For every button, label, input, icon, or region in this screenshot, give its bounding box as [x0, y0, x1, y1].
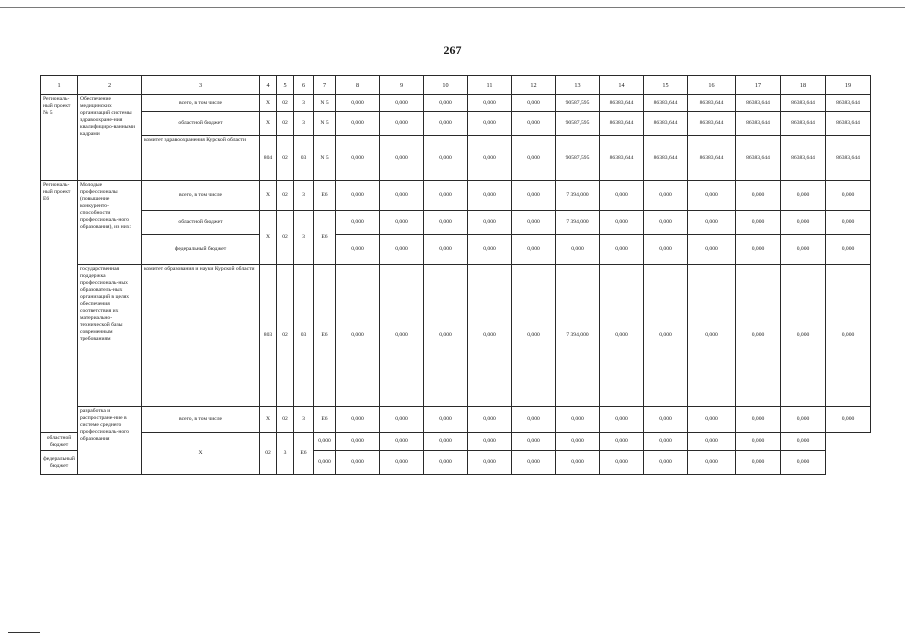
code-cell: 02	[277, 95, 294, 112]
amount-cell: 0,000	[336, 265, 380, 407]
amount-cell: 0,000	[512, 235, 556, 265]
amount-cell: 0,000	[380, 433, 424, 451]
amount-cell: 0,000	[468, 235, 512, 265]
amount-cell: 0,000	[644, 235, 688, 265]
source-cell: всего, в том числе	[142, 95, 260, 112]
table-row	[41, 235, 871, 265]
table-row	[41, 181, 871, 211]
code-cell: 03	[294, 136, 314, 181]
code-cell: Х	[260, 181, 277, 211]
header-row	[41, 76, 871, 95]
header-cell: 16	[688, 76, 736, 95]
code-cell: 02	[260, 433, 277, 475]
source-cell: областной бюджет	[41, 433, 78, 451]
code-cell: Е6	[314, 265, 336, 407]
header-cell: 1	[41, 76, 78, 95]
header-cell: 4	[260, 76, 277, 95]
amount-cell: 90587,595	[556, 95, 600, 112]
amount-cell: 86383,644	[826, 95, 871, 112]
amount-cell: 0,000	[600, 211, 644, 235]
code-cell: 02	[277, 112, 294, 136]
amount-cell: 86383,644	[688, 136, 736, 181]
amount-cell: 0,000	[736, 433, 781, 451]
amount-cell: 86383,644	[600, 95, 644, 112]
amount-cell: 0,000	[468, 181, 512, 211]
code-cell: 804	[260, 136, 277, 181]
header-cell: 19	[826, 76, 871, 95]
amount-cell: 0,000	[781, 211, 826, 235]
amount-cell: 0,000	[512, 407, 556, 433]
amount-cell: 86383,644	[826, 136, 871, 181]
code-cell: Х	[260, 95, 277, 112]
table-row	[41, 136, 871, 181]
header-cell: 5	[277, 76, 294, 95]
amount-cell: 7 394,000	[556, 265, 600, 407]
amount-cell: 0,000	[336, 95, 380, 112]
top-rule	[0, 7, 905, 8]
amount-cell: 90587,595	[556, 136, 600, 181]
project-title-cell: Обеспечение медицинских организаций системы здравоохране-ния квалифициро-ванными кадрами	[78, 95, 142, 181]
amount-cell: 0,000	[826, 235, 871, 265]
amount-cell: 86383,644	[736, 112, 781, 136]
amount-cell: 0,000	[644, 451, 688, 475]
code-cell: Е6	[314, 211, 336, 265]
amount-cell: 0,000	[644, 433, 688, 451]
amount-cell: 0,000	[736, 451, 781, 475]
code-cell: 02	[277, 136, 294, 181]
amount-cell: 86383,644	[781, 112, 826, 136]
amount-cell: 0,000	[380, 265, 424, 407]
amount-cell: 0,000	[314, 433, 336, 451]
amount-cell: 0,000	[468, 95, 512, 112]
table-row	[41, 265, 871, 407]
amount-cell: 0,000	[336, 181, 380, 211]
amount-cell: 0,000	[336, 433, 380, 451]
amount-cell: 86383,644	[644, 95, 688, 112]
amount-cell: 0,000	[736, 265, 781, 407]
amount-cell: 7 394,000	[556, 181, 600, 211]
code-cell: 3	[294, 112, 314, 136]
amount-cell: 0,000	[644, 181, 688, 211]
amount-cell: 0,000	[424, 112, 468, 136]
amount-cell: 0,000	[600, 451, 644, 475]
amount-cell: 0,000	[826, 211, 871, 235]
code-cell: N 5	[314, 136, 336, 181]
amount-cell: 0,000	[512, 95, 556, 112]
code-cell: Х	[142, 433, 260, 475]
header-cell: 15	[644, 76, 688, 95]
amount-cell: 0,000	[336, 211, 380, 235]
project-name-cell: Региональ-ный проект Е6	[41, 181, 78, 433]
amount-cell: 0,000	[380, 95, 424, 112]
amount-cell: 0,000	[600, 181, 644, 211]
amount-cell: 0,000	[424, 181, 468, 211]
amount-cell: 0,000	[336, 451, 380, 475]
code-cell: 02	[277, 407, 294, 433]
code-cell: Х	[260, 407, 277, 433]
amount-cell: 86383,644	[644, 112, 688, 136]
footnote-rule	[8, 632, 40, 633]
subproject-title-cell: государственная поддержка профессиональ-ных образователь-ных организаций в целях обеспечения соответствия их материально-технической базы современным требованиям	[78, 265, 142, 407]
code-cell: 3	[294, 181, 314, 211]
amount-cell: 0,000	[380, 211, 424, 235]
amount-cell: 0,000	[512, 433, 556, 451]
amount-cell: 0,000	[380, 136, 424, 181]
amount-cell: 86383,644	[736, 95, 781, 112]
amount-cell: 0,000	[826, 265, 871, 407]
source-cell: всего, в том числе	[142, 181, 260, 211]
amount-cell: 0,000	[424, 211, 468, 235]
code-cell: 3	[294, 407, 314, 433]
table-row	[41, 211, 871, 235]
project-name-cell: Региональ-ный проект № 5	[41, 95, 78, 181]
amount-cell: 0,000	[380, 112, 424, 136]
source-cell: областной бюджет	[142, 211, 260, 235]
amount-cell: 0,000	[424, 265, 468, 407]
amount-cell: 86383,644	[688, 112, 736, 136]
amount-cell: 0,000	[826, 407, 871, 433]
amount-cell: 0,000	[512, 112, 556, 136]
project-title-cell: Молодые профессионалы (повышение конкуренто-способности профессиональ-ного образования), из них:	[78, 181, 142, 265]
budget-table	[40, 75, 871, 475]
amount-cell: 90587,595	[556, 112, 600, 136]
amount-cell: 0,000	[600, 235, 644, 265]
amount-cell: 0,000	[644, 407, 688, 433]
amount-cell: 0,000	[688, 451, 736, 475]
source-cell: комитет здравоохранения Курской области	[142, 136, 260, 181]
header-cell: 7	[314, 76, 336, 95]
amount-cell: 86383,644	[826, 112, 871, 136]
amount-cell: 0,000	[556, 451, 600, 475]
amount-cell: 0,000	[556, 235, 600, 265]
amount-cell: 0,000	[468, 136, 512, 181]
amount-cell: 0,000	[600, 265, 644, 407]
amount-cell: 0,000	[512, 211, 556, 235]
header-cell: 14	[600, 76, 644, 95]
amount-cell: 0,000	[468, 407, 512, 433]
code-cell: 3	[277, 433, 294, 475]
amount-cell: 0,000	[688, 211, 736, 235]
code-cell: 803	[260, 265, 277, 407]
source-cell: комитет образования и науки Курской области	[142, 265, 260, 407]
code-cell: Е6	[314, 181, 336, 211]
code-cell: 02	[277, 211, 294, 265]
amount-cell: 0,000	[512, 265, 556, 407]
source-cell: областной бюджет	[142, 112, 260, 136]
amount-cell: 0,000	[512, 451, 556, 475]
amount-cell: 0,000	[556, 433, 600, 451]
amount-cell: 0,000	[736, 181, 781, 211]
amount-cell: 0,000	[512, 136, 556, 181]
amount-cell: 0,000	[380, 235, 424, 265]
amount-cell: 0,000	[556, 407, 600, 433]
header-cell: 13	[556, 76, 600, 95]
code-cell: Е6	[314, 407, 336, 433]
amount-cell: 0,000	[781, 407, 826, 433]
amount-cell: 0,000	[380, 451, 424, 475]
amount-cell: 86383,644	[600, 136, 644, 181]
amount-cell: 0,000	[644, 265, 688, 407]
source-cell: всего, в том числе	[142, 407, 260, 433]
amount-cell: 0,000	[781, 265, 826, 407]
code-cell: 02	[277, 181, 294, 211]
amount-cell: 86383,644	[781, 136, 826, 181]
header-cell: 17	[736, 76, 781, 95]
source-cell: федеральный бюджет	[41, 451, 78, 475]
table-row	[41, 407, 871, 433]
amount-cell: 0,000	[644, 211, 688, 235]
amount-cell: 0,000	[688, 407, 736, 433]
amount-cell: 0,000	[600, 407, 644, 433]
amount-cell: 0,000	[336, 112, 380, 136]
amount-cell: 86383,644	[600, 112, 644, 136]
amount-cell: 0,000	[781, 181, 826, 211]
amount-cell: 0,000	[736, 407, 781, 433]
header-cell: 11	[468, 76, 512, 95]
header-cell: 6	[294, 76, 314, 95]
amount-cell: 0,000	[736, 211, 781, 235]
amount-cell: 0,000	[424, 95, 468, 112]
amount-cell: 86383,644	[688, 95, 736, 112]
amount-cell: 0,000	[336, 407, 380, 433]
amount-cell: 0,000	[781, 235, 826, 265]
amount-cell: 0,000	[336, 235, 380, 265]
amount-cell: 0,000	[424, 451, 468, 475]
code-cell: N 5	[314, 112, 336, 136]
page-number: 267	[443, 43, 462, 57]
header-cell: 2	[78, 76, 142, 95]
amount-cell: 0,000	[424, 235, 468, 265]
header-cell: 8	[336, 76, 380, 95]
source-cell: федеральный бюджет	[142, 235, 260, 265]
amount-cell: 0,000	[468, 451, 512, 475]
header-cell: 18	[781, 76, 826, 95]
amount-cell: 0,000	[336, 136, 380, 181]
amount-cell: 0,000	[468, 211, 512, 235]
amount-cell: 7 394,000	[556, 211, 600, 235]
amount-cell: 0,000	[688, 433, 736, 451]
header-cell: 3	[142, 76, 260, 95]
amount-cell: 0,000	[600, 433, 644, 451]
amount-cell: 0,000	[826, 181, 871, 211]
amount-cell: 0,000	[424, 136, 468, 181]
amount-cell: 86383,644	[781, 95, 826, 112]
amount-cell: 0,000	[424, 433, 468, 451]
amount-cell: 0,000	[468, 112, 512, 136]
amount-cell: 0,000	[468, 265, 512, 407]
code-cell: 02	[277, 265, 294, 407]
table-row	[41, 112, 871, 136]
subproject-title-cell: разработка и распростране-ние в системе среднего профессиональ-ного образования	[78, 407, 142, 475]
amount-cell: 0,000	[380, 181, 424, 211]
code-cell: 3	[294, 95, 314, 112]
code-cell: N 5	[314, 95, 336, 112]
code-cell: 03	[294, 265, 314, 407]
amount-cell: 86383,644	[736, 136, 781, 181]
amount-cell: 0,000	[688, 181, 736, 211]
amount-cell: 0,000	[380, 407, 424, 433]
amount-cell: 0,000	[781, 451, 826, 475]
header-cell: 12	[512, 76, 556, 95]
amount-cell: 0,000	[468, 433, 512, 451]
code-cell: Х	[260, 211, 277, 265]
table-row	[41, 95, 871, 112]
table-row	[41, 433, 871, 451]
amount-cell: 0,000	[688, 235, 736, 265]
header-cell: 9	[380, 76, 424, 95]
code-cell: Е6	[294, 433, 314, 475]
amount-cell: 86383,644	[644, 136, 688, 181]
amount-cell: 0,000	[781, 433, 826, 451]
header-cell: 10	[424, 76, 468, 95]
amount-cell: 0,000	[512, 181, 556, 211]
amount-cell: 0,000	[424, 407, 468, 433]
amount-cell: 0,000	[688, 265, 736, 407]
code-cell: 3	[294, 211, 314, 265]
code-cell: Х	[260, 112, 277, 136]
amount-cell: 0,000	[736, 235, 781, 265]
amount-cell: 0,000	[314, 451, 336, 475]
